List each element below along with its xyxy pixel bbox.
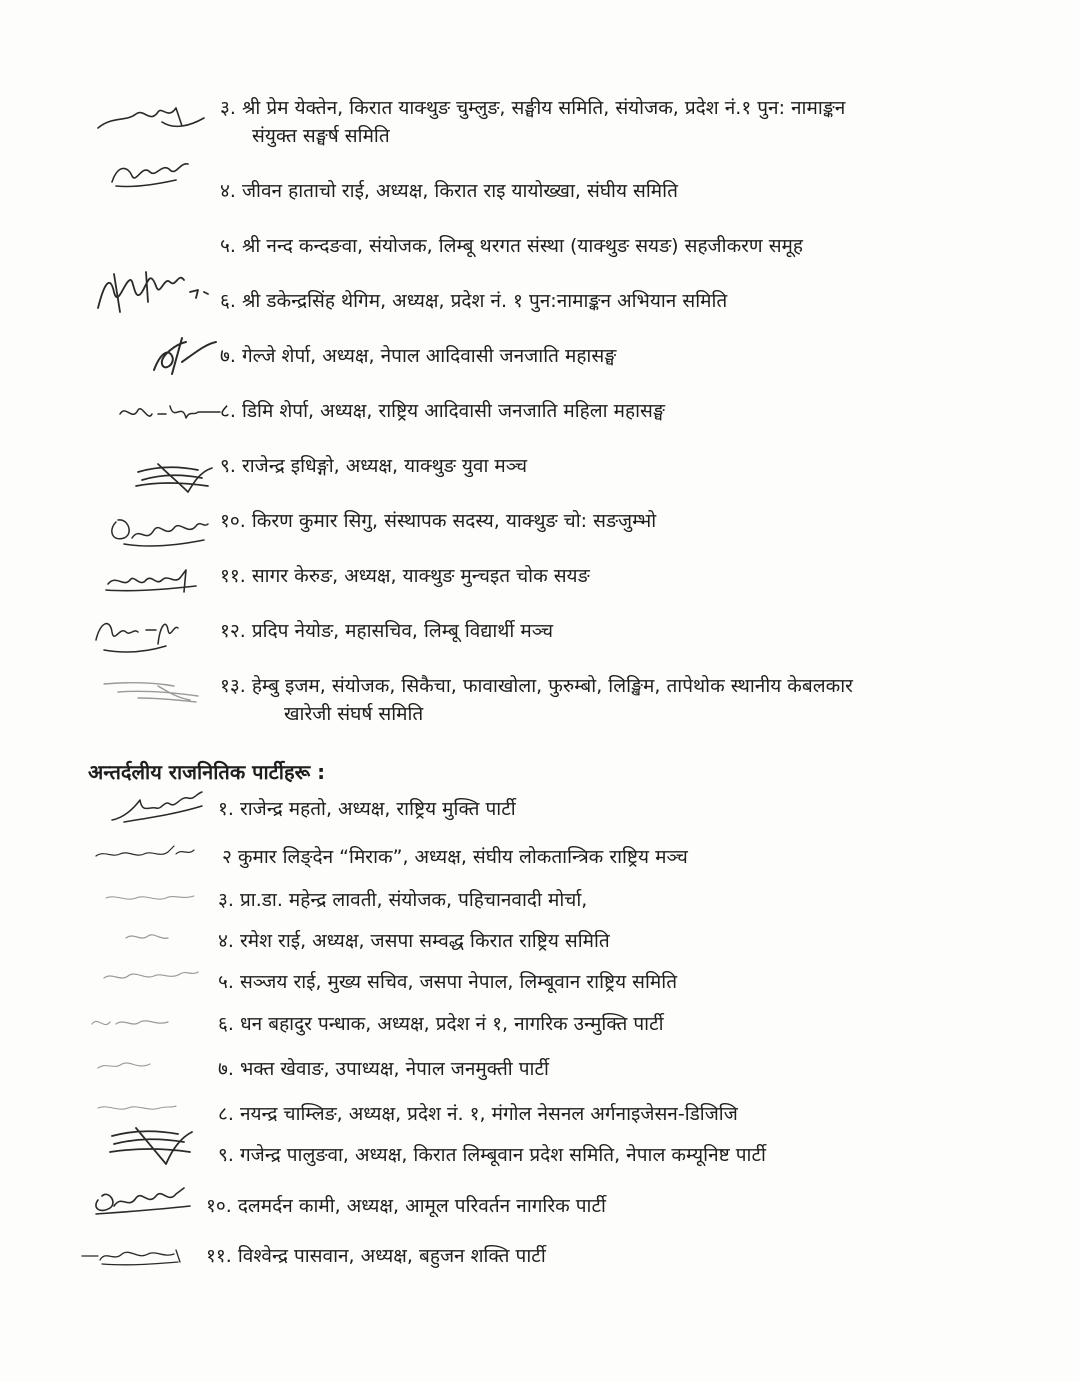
entry-line-continued: संयुक्त सङ्घर्ष समिति — [252, 125, 390, 147]
list-item: ११. विश्वेन्द्र पासवान, अध्यक्ष, बहुजन शक्ति पार्टी — [206, 1245, 546, 1267]
signature-image — [142, 334, 220, 382]
entry-line: १३. हेम्बु इजम, संयोजक, सिकैचा, फावाखोला, फुरुम्बो, लिङ्खिम, तापेथोक स्थानीय केबलकार — [220, 675, 853, 697]
list-item: २ कुमार लिङ्देन “मिराक”, अध्यक्ष, संघीय लोकतान्त्रिक राष्ट्रिय मञ्च — [222, 846, 688, 868]
signature-image — [98, 670, 206, 710]
list-item: ४. रमेश राई, अध्यक्ष, जसपा सम्वद्ध किरात राष्ट्रिय समिति — [218, 930, 610, 952]
list-item: ४. जीवन हाताचो राई, अध्यक्ष, किरात राइ यायोख्खा, संघीय समिति — [220, 180, 678, 202]
list-item: १. राजेन्द्र महतो, अध्यक्ष, राष्ट्रिय मुक्ति पार्टी — [218, 798, 516, 820]
list-item — [220, 94, 960, 150]
signature-image — [86, 1008, 176, 1036]
signature-image — [106, 152, 196, 194]
list-item: ३. प्रा.डा. महेन्द्र लावती, संयोजक, पहिचानवादी मोर्चा, — [218, 889, 588, 911]
entry-line-continued: खारेजी संघर्ष समिति — [284, 703, 424, 725]
signature-image — [92, 1052, 158, 1078]
signature-image — [112, 396, 222, 430]
signature-image — [102, 1118, 200, 1170]
signature-image — [98, 962, 204, 990]
list-item: ८. डिमि शेर्पा, अध्यक्ष, राष्ट्रिय आदिवासी जनजाति महिला महासङ्घ — [220, 400, 665, 422]
signature-image — [128, 452, 220, 496]
list-item: ११. सागर केरुङ, अध्यक्ष, याक्थुङ मुन्चइत चोक सयङ — [220, 565, 590, 587]
signature-image — [90, 1096, 182, 1118]
list-item: १२. प्रदिप नेयोङ, महासचिव, लिम्बू विद्यार्थी मञ्च — [220, 620, 554, 642]
signature-image — [104, 508, 216, 552]
signature-image — [90, 262, 215, 324]
signature-image — [78, 1240, 190, 1272]
list-item: ९. राजेन्द्र इधिङ्गो, अध्यक्ष, याक्थुङ युवा मञ्च — [220, 455, 528, 477]
list-item: ६. श्री डकेन्द्रसिंह थेगिम, अध्यक्ष, प्रदेश नं. १ पुन:नामाङ्कन अभियान समिति — [220, 290, 728, 312]
signature-image — [118, 924, 178, 950]
list-item: ९. गजेन्द्र पालुङवा, अध्यक्ष, किरात लिम्बूवान प्रदेश समिति, नेपाल कम्यूनिष्ट पार्टी — [218, 1144, 766, 1166]
signature-image — [88, 1180, 198, 1220]
list-item: ८. नयन्द्र चाम्लिङ, अध्यक्ष, प्रदेश नं. १, मंगोल नेसनल अर्गनाइजेसन-डिजिजि — [218, 1103, 738, 1125]
list-item: ६. धन बहादुर पन्धाक, अध्यक्ष, प्रदेश नं १, नागरिक उन्मुक्ति पार्टी — [218, 1013, 664, 1035]
signature-image — [100, 562, 212, 596]
signature-image — [86, 610, 182, 660]
list-item: १०. किरण कुमार सिगु, संस्थापक सदस्य, याक्थुङ चो: सङजुम्भो — [220, 510, 657, 532]
entry-line: ३. श्री प्रेम येक्तेन, किरात याक्थुङ चुम्लुङ, सङ्घीय समिति, संयोजक, प्रदेश नं.१ पुन: नामाङ्कन — [220, 97, 846, 119]
section-heading: अन्तर्दलीय राजनितिक पार्टीहरू : — [88, 760, 326, 784]
list-item: ५. सञ्जय राई, मुख्य सचिव, जसपा नेपाल, लिम्बूवान राष्ट्रिय समिति — [218, 971, 678, 993]
signature-image — [90, 838, 202, 868]
signature-image — [104, 786, 208, 830]
list-item: ५. श्री नन्द कन्दङवा, संयोजक, लिम्बू थरगत संस्था (याक्थुङ सयङ) सहजीकरण समूह — [220, 235, 804, 257]
signature-image — [100, 884, 200, 910]
list-item: ७. गेल्जे शेर्पा, अध्यक्ष, नेपाल आदिवासी जनजाति महासङ्घ — [220, 345, 617, 367]
signature-image — [92, 96, 212, 140]
list-item: १०. दलमर्दन कामी, अध्यक्ष, आमूल परिवर्तन नागरिक पार्टी — [206, 1195, 606, 1217]
list-item: ७. भक्त खेवाङ, उपाध्यक्ष, नेपाल जनमुक्ती पार्टी — [218, 1058, 549, 1080]
list-item — [220, 672, 960, 728]
